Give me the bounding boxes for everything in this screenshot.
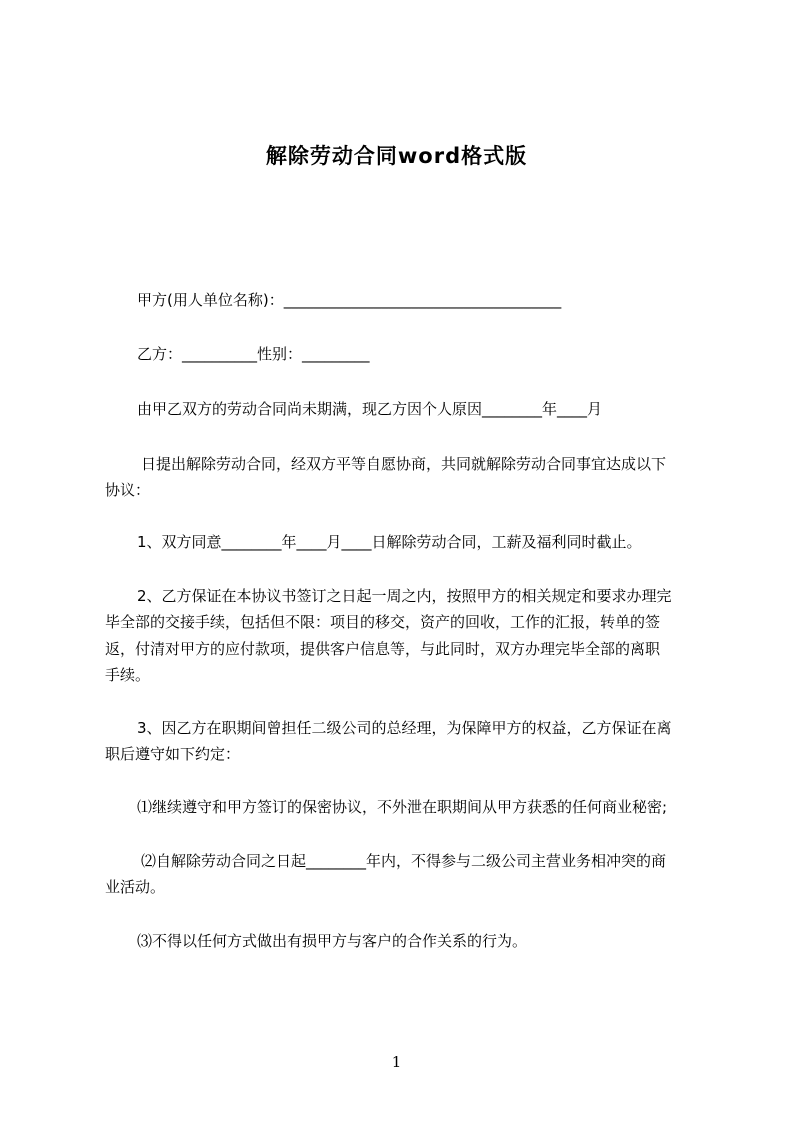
intro-line-1: 由甲乙双方的劳动合同尚未期满，现乙方因个人原因________年____月 [137, 400, 603, 418]
clause-2-line-1: 2、乙方保证在本协议书签订之日起一周之内，按照甲方的相关规定和要求办理完 [137, 587, 672, 605]
sub-clause-2-line-2: 业活动。 [105, 878, 166, 896]
clause-2-line-2: 毕全部的交接手续，包括但不限：项目的移交，资产的回收，工作的汇报，转单的签 [105, 613, 661, 631]
intro-line-2: 日提出解除劳动合同，经双方平等自愿协商，共同就解除劳动合同事宜达成以下 [141, 455, 667, 473]
clause-3-line-2: 职后遵守如下约定： [105, 745, 241, 763]
party-a-line: 甲方(用人单位名称)：_____________________________________ [137, 291, 562, 309]
party-b-line: 乙方：__________性别：_________ [137, 345, 370, 363]
intro-line-3: 协议： [105, 481, 151, 499]
page-number: 1 [391, 1053, 402, 1071]
document-title: 解除劳动合同word格式版 [265, 144, 528, 168]
sub-clause-2-line-1: ⑵自解除劳动合同之日起________年内，不得参与二级公司主营业务相冲突的商 [141, 852, 667, 870]
clause-2-line-3: 返，付清对甲方的应付款项，提供客户信息等，与此同时，双方办理完毕全部的离职 [105, 640, 661, 658]
clause-2-line-4: 手续。 [105, 666, 151, 684]
clause-1: 1、双方同意________年____月____日解除劳动合同，工薪及福利同时截止。 [137, 533, 642, 551]
sub-clause-3: ⑶不得以任何方式做出有损甲方与客户的合作关系的行为。 [137, 932, 528, 950]
clause-3-line-1: 3、因乙方在职期间曾担任二级公司的总经理，为保障甲方的权益，乙方保证在离 [137, 719, 672, 737]
sub-clause-1: ⑴继续遵守和甲方签订的保密协议，不外泄在职期间从甲方获悉的任何商业秘密; [137, 798, 668, 816]
